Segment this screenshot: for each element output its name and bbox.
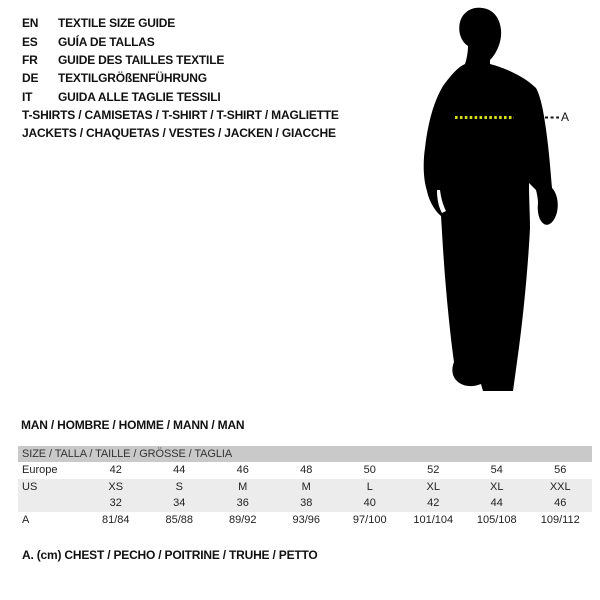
- size-value: XL: [426, 480, 440, 493]
- language-code: IT: [22, 89, 33, 104]
- size-value: M: [301, 480, 311, 493]
- category-jackets: JACKETS / CHAQUETAS / VESTES / JACKEN / GIACCHE: [22, 126, 336, 141]
- size-table-header: SIZE / TALLA / TAILLE / GRÖSSE / TAGLIA: [18, 446, 592, 462]
- language-code: EN: [22, 16, 39, 31]
- size-value: 97/100: [352, 513, 387, 526]
- table-row: [18, 495, 592, 512]
- size-value: S: [175, 480, 183, 493]
- size-value: 81/84: [101, 513, 130, 526]
- size-value: 36: [236, 497, 249, 510]
- size-value: 85/88: [165, 513, 194, 526]
- row-label: A: [22, 513, 30, 526]
- size-value: 46: [236, 464, 249, 477]
- size-value: 109/112: [540, 513, 580, 526]
- language-guide-title: GUIDA ALLE TAGLIE TESSILI: [58, 89, 221, 104]
- language-guide-title: TEXTILE SIZE GUIDE: [58, 16, 176, 31]
- man-silhouette: [424, 8, 558, 391]
- language-guide-title: GUIDE DES TAILLES TEXTILE: [58, 52, 225, 67]
- language-code: ES: [22, 34, 38, 49]
- size-table-body: [18, 462, 592, 528]
- size-value: XS: [108, 480, 124, 493]
- row-label: US: [22, 480, 38, 493]
- size-value: 46: [554, 497, 567, 510]
- size-value: 101/104: [413, 513, 454, 526]
- size-value: 44: [490, 497, 503, 510]
- language-guide-title: GUÍA DE TALLAS: [58, 34, 155, 49]
- table-row: [18, 462, 592, 479]
- size-value: XL: [490, 480, 504, 493]
- size-value: 38: [300, 497, 313, 510]
- table-row: [18, 479, 592, 496]
- size-value: 32: [109, 497, 122, 510]
- size-value: 52: [427, 464, 440, 477]
- size-value: 89/92: [228, 513, 257, 526]
- size-value: XXL: [549, 480, 571, 493]
- size-value: 93/96: [292, 513, 321, 526]
- language-code: FR: [22, 52, 38, 67]
- size-value: 56: [554, 464, 567, 477]
- table-row: [18, 512, 592, 529]
- size-table: [18, 446, 592, 528]
- size-value: M: [238, 480, 248, 493]
- language-code: DE: [22, 71, 39, 86]
- size-value: 105/108: [476, 513, 517, 526]
- size-value: 42: [109, 464, 122, 477]
- size-value: 34: [173, 497, 186, 510]
- size-value: 50: [363, 464, 376, 477]
- size-value: 48: [300, 464, 313, 477]
- size-value: 54: [490, 464, 503, 477]
- size-value: 44: [173, 464, 186, 477]
- size-value: 42: [427, 497, 440, 510]
- section-title-man: MAN / HOMBRE / HOMME / MANN / MAN: [21, 418, 245, 432]
- size-value: L: [366, 480, 373, 493]
- row-label: Europe: [22, 464, 58, 477]
- size-value: 40: [363, 497, 376, 510]
- footnote-chest: A. (cm) CHEST / PECHO / POITRINE / TRUHE / PETTO: [22, 548, 318, 562]
- language-guide-title: TEXTILGRÖßENFÜHRUNG: [58, 71, 207, 86]
- measure-label-a: A: [561, 110, 570, 124]
- category-tshirts: T-SHIRTS / CAMISETAS / T-SHIRT / T-SHIRT / MAGLIETTE: [22, 108, 339, 122]
